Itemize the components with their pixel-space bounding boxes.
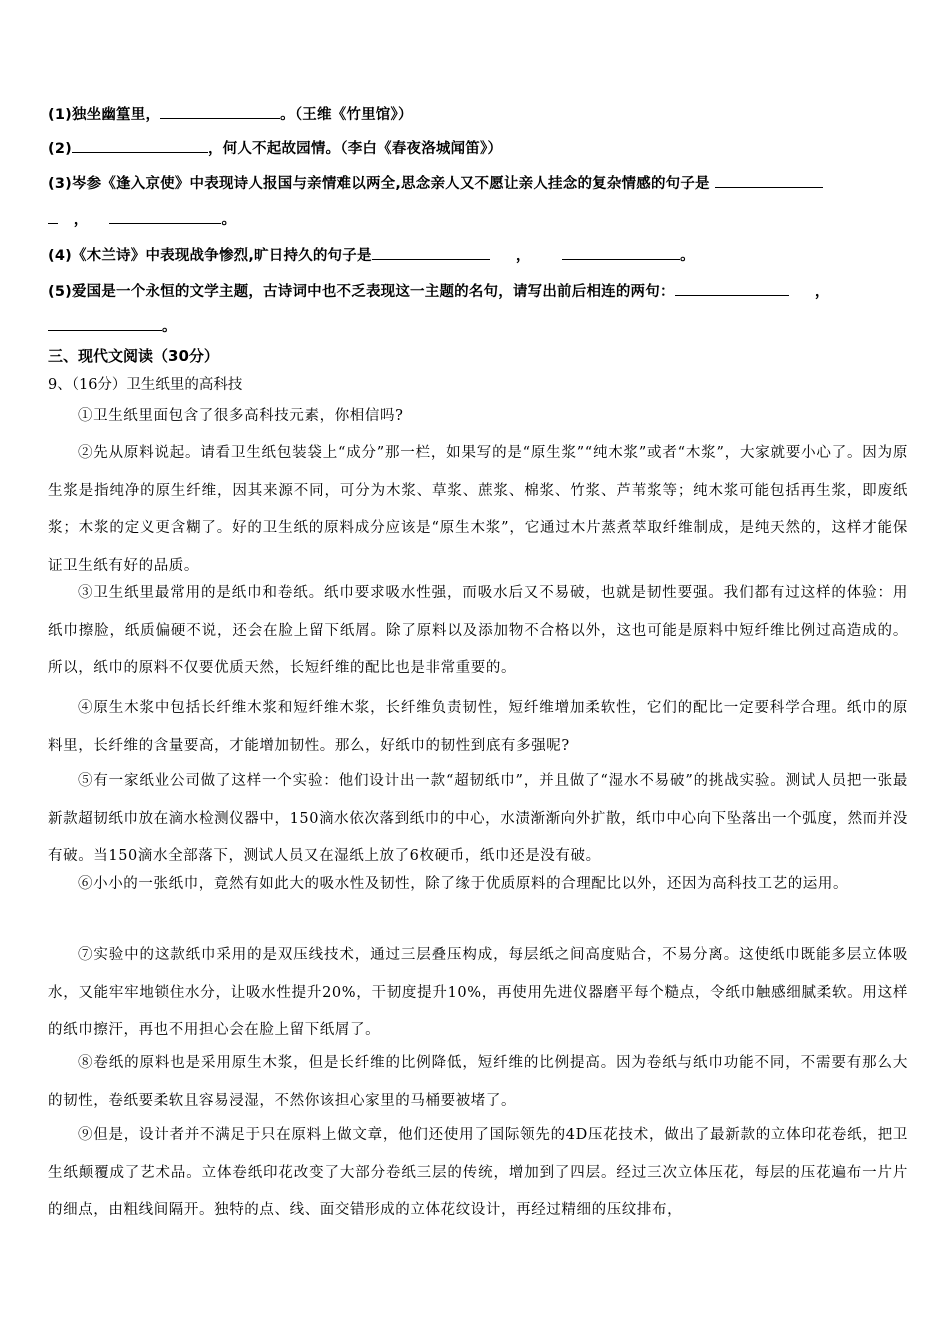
answer-blank[interactable] bbox=[72, 138, 208, 153]
answer-blank[interactable] bbox=[109, 209, 221, 224]
answer-blank[interactable] bbox=[48, 209, 58, 224]
fill-in-question-1 bbox=[48, 103, 413, 124]
question-number: (4) bbox=[48, 248, 72, 264]
fill-in-question-3 bbox=[48, 172, 823, 193]
question-number: (2) bbox=[48, 141, 72, 157]
article-paragraph-6: ⑥小小的一张纸巾，竟然有如此大的吸水性及韧性，除了缘于优质原料的合理配比以外，还因为高科技工艺的运用。 bbox=[78, 876, 849, 892]
question-end: 。 bbox=[221, 212, 237, 228]
question-number: (3) bbox=[48, 176, 72, 192]
fill-in-question-5 bbox=[48, 280, 830, 301]
article-paragraph-7: ⑦实验中的这款纸巾采用的是双压线技术，通过三层叠压构成，每层纸之间高度贴合，不易分离。这使纸巾既能多层立体吸水，又能牢牢地锁住水分，让吸水性提升20%，干韧度提升10%，再使用先进仪器磨平每个糙点，令纸巾触感细腻柔软。用这样的纸巾擦汗，再也不用担心会在脸上留下纸屑了。 bbox=[48, 947, 908, 1038]
article-paragraph-1: ①卫生纸里面包含了很多高科技元素，你相信吗? bbox=[78, 408, 404, 424]
article-paragraph-3: ③卫生纸里最常用的是纸巾和卷纸。纸巾要求吸水性强，而吸水后又不易破，也就是韧性要强。我们都有过这样的体验：用纸巾擦脸，纸质偏硬不说，还会在脸上留下纸屑。除了原料以及添加物不合格以外，这也可能是原料中短纤维比例过高造成的。所以，纸巾的原料不仅要优质天然，长短纤维的配比也是非常重要的。 bbox=[48, 585, 908, 676]
answer-blank[interactable] bbox=[675, 281, 789, 296]
answer-blank[interactable] bbox=[562, 245, 680, 260]
fill-in-question-5-continued bbox=[48, 315, 177, 336]
question-text: 独坐幽篁里， bbox=[71, 107, 161, 123]
fill-in-question-2 bbox=[48, 137, 502, 158]
article-paragraph-4: ④原生木浆中包括长纤维木浆和短纤维木浆，长纤维负责韧性，短纤维增加柔软性，它们的配比一定要科学合理。纸巾的原料里，长纤维的含量要高，才能增加韧性。那么，好纸巾的韧性到底有多强呢? bbox=[48, 700, 908, 754]
article-paragraph-2: ②先从原料说起。请看卫生纸包装袋上“成分”那一栏，如果写的是“原生浆”“纯木浆”或者“木浆”，大家就要小心了。因为原生浆是指纯净的原生纤维，因其来源不同，可分为木浆、草浆、蔗浆、棉浆、竹浆、芦苇浆等；纯木浆可能包括再生浆，即废纸浆；木浆的定义更含糊了。好的卫生纸的原料成分应该是“原生木浆”，它通过木片蒸煮萃取纤维制成，是纯天然的，这样才能保证卫生纸有好的品质。 bbox=[48, 445, 908, 574]
question-9-title: 9、（16分）卫生纸里的高科技 bbox=[48, 377, 243, 393]
answer-blank[interactable] bbox=[48, 316, 162, 331]
question-end: 。 bbox=[162, 319, 177, 335]
question-end: 。（王维《竹里馆》） bbox=[280, 107, 413, 123]
question-text: 岑参《逢入京使》中表现诗人报国与亲情难以两全,思念亲人又不愿让亲人挂念的复杂情感的句子是 bbox=[71, 176, 710, 192]
answer-blank[interactable] bbox=[372, 245, 490, 260]
answer-blank[interactable] bbox=[715, 173, 823, 188]
article-paragraph-5: ⑤有一家纸业公司做了这样一个实验：他们设计出一款“超韧纸巾”，并且做了“湿水不易破”的挑战实验。测试人员把一张最新款超韧纸巾放在滴水检测仪器中，150滴水依次落到纸巾的中心，水渍渐渐向外扩散，纸巾中心向下坠落出一个弧度，然而并没有破。当150滴水全部落下，测试人员又在湿纸上放了6枚硬币，纸巾还是没有破。 bbox=[48, 773, 908, 864]
fill-in-question-3-continued bbox=[48, 208, 236, 229]
section-heading: 三、现代文阅读（30分） bbox=[48, 347, 219, 365]
question-text: 爱国是一个永恒的文学主题，古诗词中也不乏表现这一主题的名句，请写出前后相连的两句： bbox=[71, 284, 675, 300]
question-text: 《木兰诗》中表现战争惨烈,旷日持久的句子是 bbox=[71, 248, 372, 264]
question-number: (5) bbox=[48, 284, 72, 300]
question-end: 。 bbox=[680, 248, 695, 264]
article-paragraph-9: ⑨但是，设计者并不满足于只在原料上做文章，他们还使用了国际领先的4D压花技术，做出了最新款的立体印花卷纸，把卫生纸颠覆成了艺术品。立体卷纸印花改变了大部分卷纸三层的传统，增加到了四层。经过三次立体压花，每层的压花遍布一片片的细点，由粗线间隔开。独特的点、线、面交错形成的立体花纹设计，再经过精细的压纹排布， bbox=[48, 1127, 908, 1218]
separator: ， bbox=[814, 284, 830, 300]
question-text: ，何人不起故园情。（李白《春夜洛城闻笛》） bbox=[207, 141, 503, 157]
separator: ， bbox=[73, 212, 89, 228]
fill-in-question-4 bbox=[48, 244, 695, 265]
question-number: (1) bbox=[48, 107, 72, 123]
separator: ， bbox=[515, 248, 531, 264]
article-paragraph-8: ⑧卷纸的原料也是采用原生木浆，但是长纤维的比例降低，短纤维的比例提高。因为卷纸与纸巾功能不同，不需要有那么大的韧性，卷纸要柔软且容易浸湿，不然你该担心家里的马桶要被堵了。 bbox=[48, 1055, 908, 1109]
answer-blank[interactable] bbox=[160, 104, 280, 119]
